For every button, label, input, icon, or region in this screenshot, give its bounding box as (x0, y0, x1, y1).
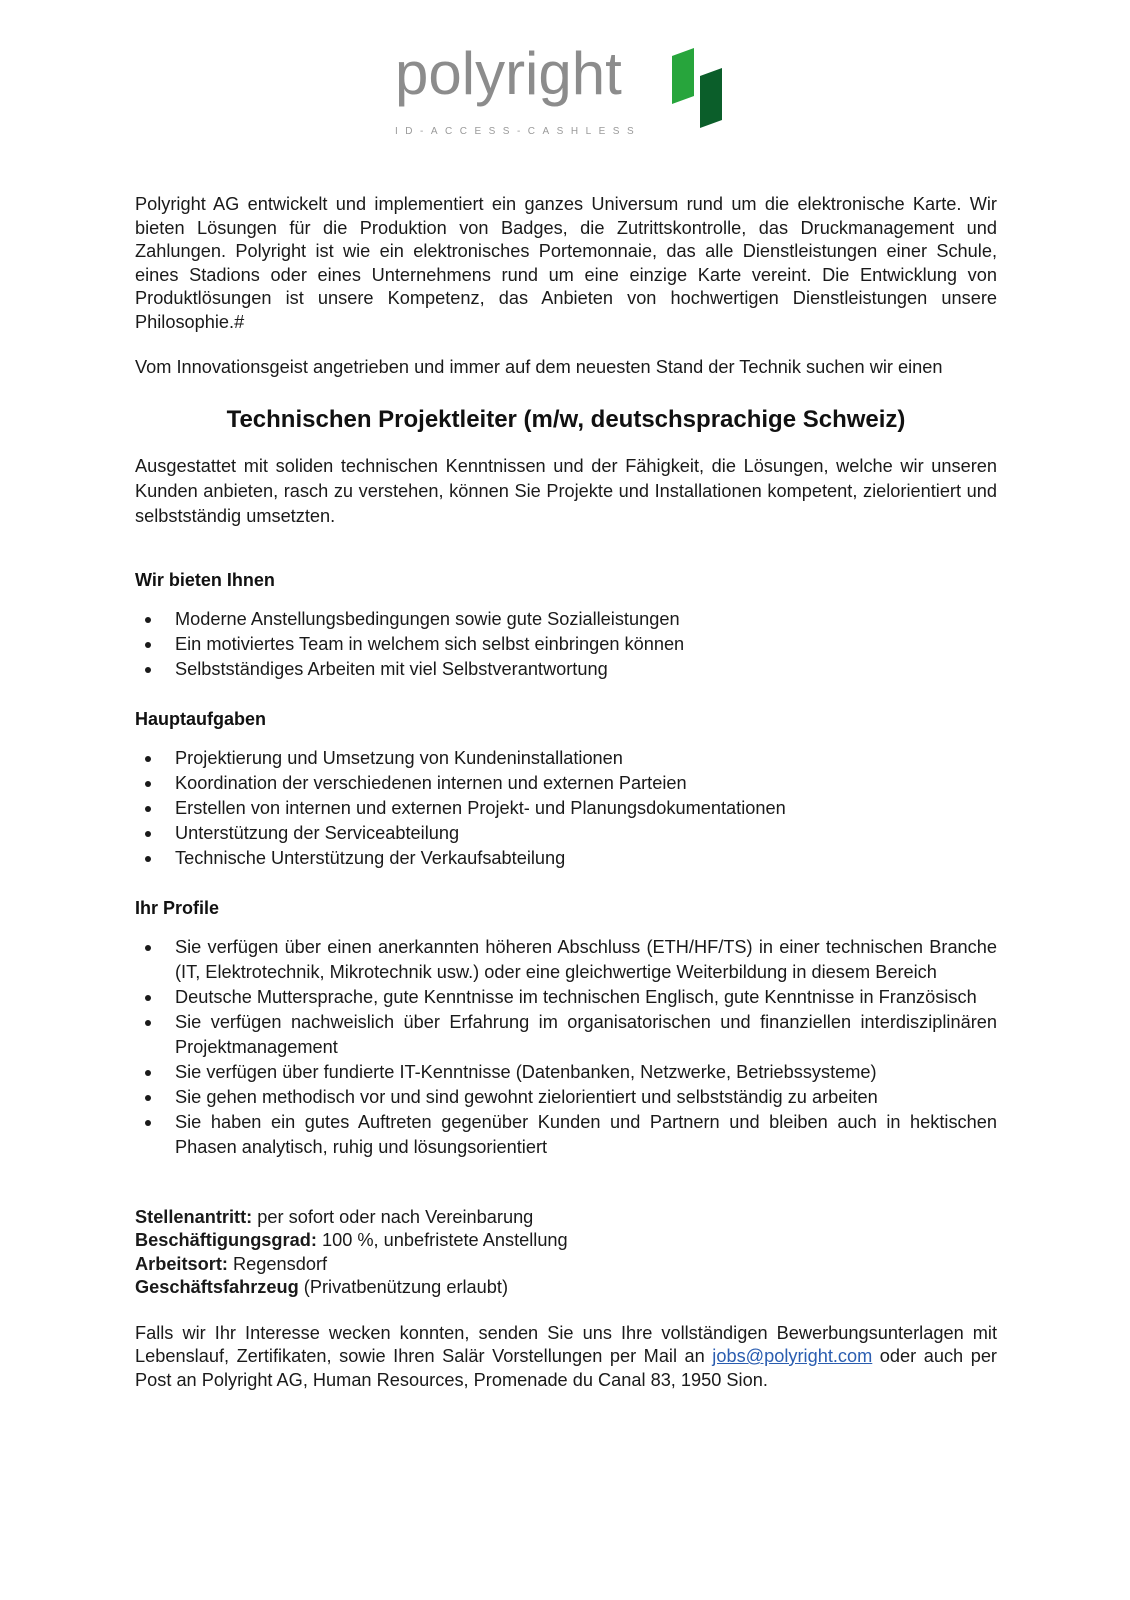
intro-lead-paragraph: Vom Innovationsgeist angetrieben und immer auf dem neuesten Stand der Technik suchen wir einen (135, 357, 943, 377)
start-date-value: per sofort oder nach Vereinbarung (252, 1206, 534, 1227)
list-item: Erstellen von internen und externen Projekt- und Planungsdokumentationen (135, 796, 997, 821)
list-item: Moderne Anstellungsbedingungen sowie gute Sozialleistungen (135, 607, 997, 632)
company-car-value: (Privatbenützung erlaubt) (298, 1277, 509, 1297)
contact-text-before: Falls wir Ihr Interesse wecken konnten, senden Sie uns Ihre vollständigen Bewerbungsunterlagen mit Lebenslauf, Zertifikaten, sowie Ihren Salär Vorstellungen per Mail an (135, 1322, 997, 1366)
profile-heading: Ihr Profile (135, 897, 220, 918)
start-date-line (135, 1206, 997, 1230)
list-item: Selbstständiges Arbeiten mit viel Selbstverantwortung (135, 657, 997, 682)
offer-heading: Wir bieten Ihnen (135, 569, 275, 590)
company-logo (395, 40, 740, 144)
list-item: Koordination der verschiedenen internen und externen Parteien (135, 771, 997, 796)
location-line (135, 1253, 997, 1277)
job-summary: Ausgestattet mit soliden technischen Kenntnissen und der Fähigkeit, die Lösungen, welche wir unseren Kunden anbieten, rasch zu verstehen, können Sie Projekte und Installationen kompetent, zielorientiert und selbstständig umsetzten. (135, 455, 997, 526)
email-link[interactable]: jobs@polyright.com (712, 1346, 873, 1366)
offer-list (135, 607, 997, 682)
company-car-line (135, 1276, 997, 1300)
start-date-label: Stellenantritt: (135, 1206, 253, 1227)
workload-value: 100 %, unbefristete Anstellung (316, 1230, 568, 1250)
job-title: Technischen Projektleiter (m/w, deutschsprachige Schweiz) (226, 405, 906, 433)
intro-paragraph: Polyright AG entwickelt und implementiert ein ganzes Universum rund um die elektronische Karte. Wir bieten Lösungen für die Produktion von Badges, die Zutrittskontrolle, das Druckmanagement und Zahlungen. Polyright ist wie ein elektronisches Portemonnaie, das alle Dienstleistungen einer Schule, eines Stadions oder eines Unternehmens rund um eine einzige Karte vereint. Die Entwicklung von Produktlösungen ist unsere Kompetenz, das Anbieten von hochwertigen Dienstleistungen unsere Philosophie.# (135, 194, 997, 332)
list-item: Unterstützung der Serviceabteilung (135, 821, 997, 846)
logo-mark-dark (700, 68, 722, 128)
location-label: Arbeitsort: (135, 1253, 228, 1274)
contact-text-after: oder auch per Post an Polyright AG, Human Resources, Promenade du Canal 83, 1950 Sion. (135, 1346, 997, 1390)
workload-label: Beschäftigungsgrad: (135, 1230, 317, 1250)
employment-details (135, 1206, 997, 1300)
workload-line (135, 1229, 997, 1253)
list-item: Sie gehen methodisch vor und sind gewohnt zielorientiert und selbstständig zu arbeiten (135, 1085, 997, 1110)
list-item: Ein motiviertes Team in welchem sich selbst einbringen können (135, 632, 997, 657)
profile-list (135, 935, 997, 1160)
list-item: Sie verfügen über einen anerkannten höheren Abschluss (ETH/HF/TS) in einer technischen Branche (IT, Elektrotechnik, Mikrotechnik usw.) oder eine gleichwertige Weiterbildung in diesem Bereich (135, 935, 997, 985)
list-item: Sie verfügen über fundierte IT-Kenntnisse (Datenbanken, Netzwerke, Betriebssysteme) (135, 1060, 997, 1085)
tasks-heading: Hauptaufgaben (135, 708, 267, 729)
posting-content (135, 193, 997, 1392)
tasks-list (135, 746, 997, 871)
logo-wordmark: polyright (395, 40, 622, 107)
list-item: Deutsche Muttersprache, gute Kenntnisse im technischen Englisch, gute Kenntnisse in Französisch (135, 985, 997, 1010)
list-item: Sie haben ein gutes Auftreten gegenüber Kunden und Partnern und bleiben auch in hektischen Phasen analytisch, ruhig und lösungsorientiert (135, 1110, 997, 1160)
logo-tagline: ID-ACCESS-CASHLESS (395, 126, 642, 137)
list-item: Sie verfügen nachweislich über Erfahrung im organisatorischen und finanziellen interdisziplinären Projektmanagement (135, 1010, 997, 1060)
contact-paragraph (135, 1322, 997, 1393)
logo-mark-icon (670, 48, 730, 128)
list-item: Technische Unterstützung der Verkaufsabteilung (135, 846, 997, 871)
company-car-label: Geschäftsfahrzeug (135, 1277, 299, 1297)
logo-mark-light (672, 48, 694, 104)
location-value: Regensdorf (227, 1253, 328, 1274)
list-item: Projektierung und Umsetzung von Kundeninstallationen (135, 746, 997, 771)
